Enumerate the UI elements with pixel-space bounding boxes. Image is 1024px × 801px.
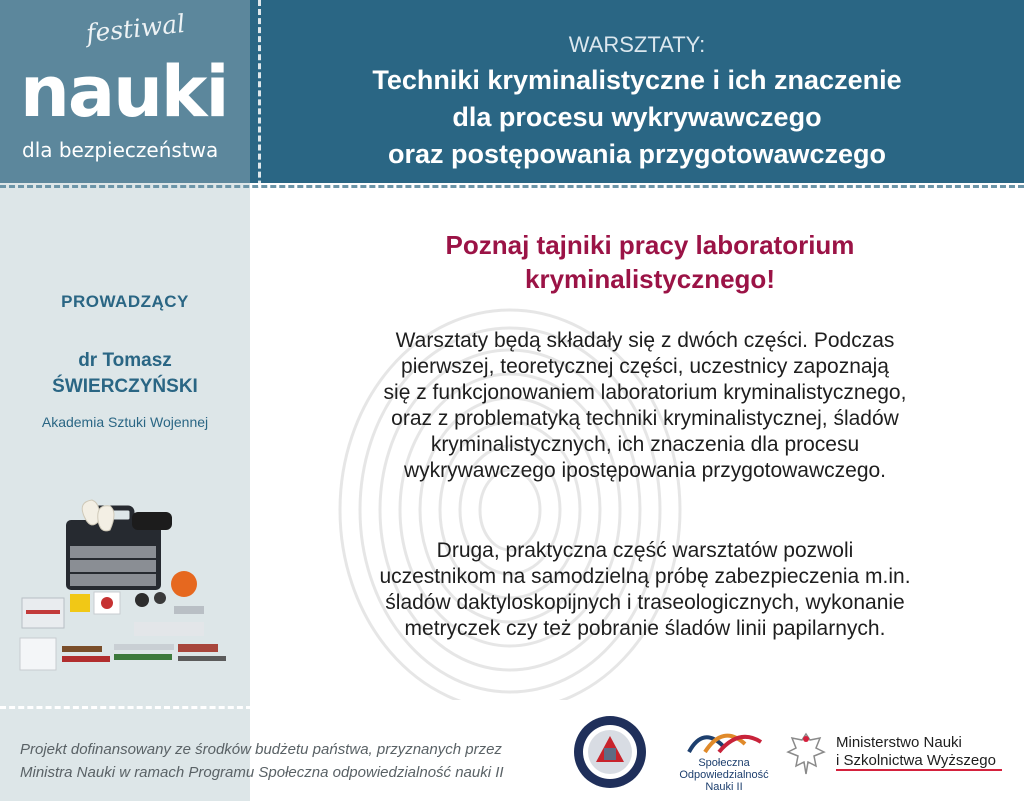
paragraph-line: Warsztaty będą składały się z dwóch części. Podczas — [395, 329, 895, 352]
footer-divider — [0, 706, 252, 709]
festival-logo — [0, 0, 250, 183]
ministry-name-line: i Szkolnictwa Wyższego — [836, 752, 996, 769]
logo-festival-text: festiwal — [84, 8, 187, 49]
vertical-divider — [258, 0, 261, 801]
paragraph-line: pierwszej, teoretycznej części, uczestnicy zapoznają — [401, 355, 889, 378]
description-paragraph-1 — [270, 328, 1020, 484]
sonii-text-line: Odpowiedzialność — [679, 769, 769, 781]
paragraph-line: uczestnikom na samodzielną próbę zabezpieczenia m.in. — [379, 565, 911, 588]
academy-seal-logo — [572, 714, 648, 790]
paragraph-line: metryczek czy też pobranie śladów linii papilarnych. — [404, 617, 886, 640]
workshop-title — [250, 62, 1024, 173]
funding-note-line: Ministra Nauki w ramach Programu Społeczna odpowiedzialność nauki II — [20, 764, 504, 781]
sonii-logo-mark — [683, 724, 765, 754]
main-heading-line: kryminalistycznego! — [525, 264, 775, 294]
ministry-name — [836, 734, 996, 770]
logo-subtitle-text: dla bezpieczeństwa — [22, 138, 219, 162]
workshop-label: WARSZTATY: — [568, 32, 706, 57]
ministry-name-line: Ministerstwo Nauki — [836, 734, 962, 751]
paragraph-line: oraz z problematyką techniki kryminalistycznej, śladów — [391, 407, 899, 430]
header-banner — [250, 0, 1024, 183]
ministry-red-rule — [836, 769, 1002, 771]
sonii-text-line: Społeczna — [698, 757, 750, 769]
main-heading — [290, 228, 1010, 296]
logo-name-text: nauki — [20, 51, 228, 133]
eagle-emblem-icon — [786, 730, 826, 778]
sonii-text-line: Nauki II — [705, 781, 743, 793]
presenter-organization: Akademia Sztuki Wojennej — [41, 414, 209, 430]
presenter-name-line: ŚWIERCZYŃSKI — [52, 376, 198, 397]
presenter-label: PROWADZĄCY — [61, 292, 189, 311]
horizontal-divider — [0, 185, 1024, 188]
sonii-logo-text — [664, 757, 784, 793]
workshop-title-line: dla procesu wykrywawczego — [452, 102, 822, 132]
workshop-title-line: Techniki kryminalistyczne i ich znaczenie — [372, 65, 902, 95]
presenter-name-line: dr Tomasz — [78, 350, 172, 371]
funding-note — [20, 738, 560, 784]
paragraph-line: śladów daktyloskopijnych i traseologicznych, wykonanie — [385, 591, 905, 614]
description-paragraph-2 — [270, 538, 1020, 642]
funding-note-line: Projekt dofinansowany ze środków budżetu państwa, przyznanych przez — [20, 741, 502, 758]
workshop-title-line: oraz postępowania przygotowawczego — [387, 139, 887, 169]
forensic-kit-image — [14, 498, 239, 678]
paragraph-line: wykrywawczego ipostępowania przygotowawczego. — [403, 459, 887, 482]
presenter-name — [0, 348, 250, 400]
paragraph-line: kryminalistycznych, ich znaczenia dla procesu — [430, 433, 860, 456]
main-heading-line: Poznaj tajniki pracy laboratorium — [445, 230, 855, 260]
paragraph-line: się z funkcjonowaniem laboratorium kryminalistycznego, — [383, 381, 907, 404]
paragraph-line: Druga, praktyczna część warsztatów pozwoli — [436, 539, 854, 562]
